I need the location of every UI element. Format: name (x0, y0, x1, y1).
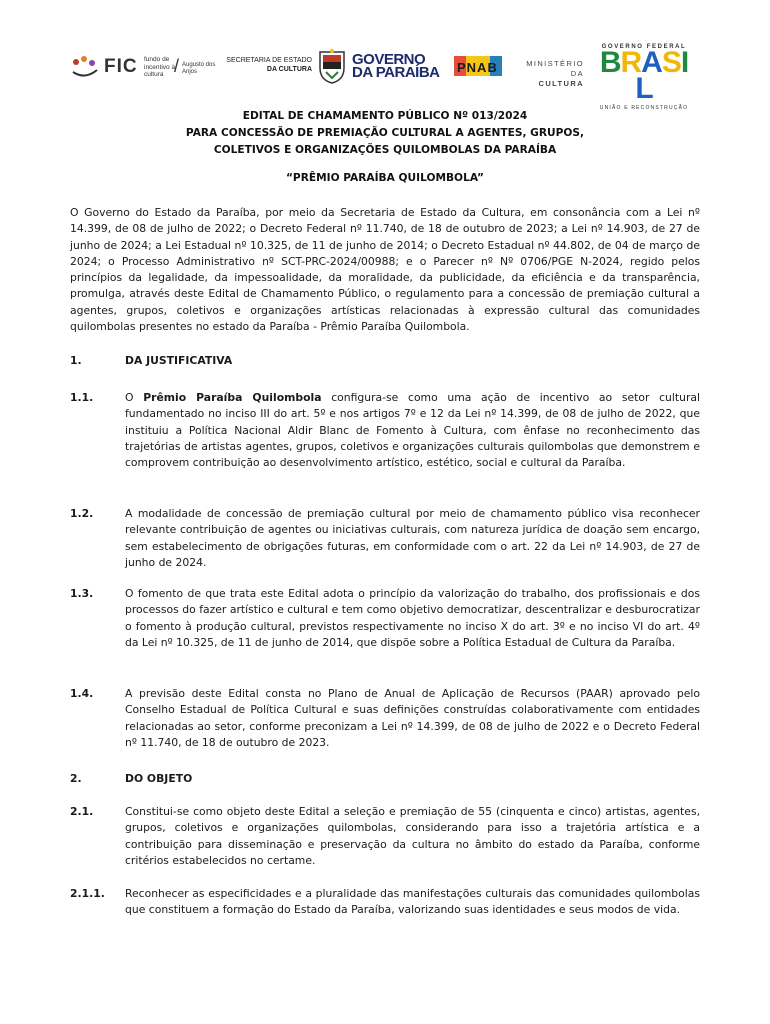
title-line3: COLETIVOS E ORGANIZAÇÕES QUILOMBOLAS DA PARAÍBA (213, 144, 557, 156)
pnab-text: PNAB (457, 60, 498, 75)
clause-text: Constitui-se como objeto deste Edital a seleção e premiação de 55 (cinquenta e cinco) artistas, agentes, grupos, coletivos e organizações quilombolas, considerando para isso a trajetória artística e a contribuição para disseminação e preservação da cultura no âmbito do estado da Paraíba, conforme critérios estabelecidos no certame. (125, 805, 700, 867)
clause-number: 2.1. (70, 805, 94, 818)
clause-text (125, 390, 700, 471)
clause-text: Reconhecer as especificidades e a pluralidade das manifestações culturais das comunidades quilombolas que constituem a formação do Estado da Paraíba, valorizando suas identidades e seus modos de vida. (125, 887, 700, 917)
clause-1-4 (70, 686, 700, 751)
pnab-logo (454, 50, 502, 80)
clause-text: A previsão deste Edital consta no Plano de Anual de Aplicação de Recursos (PAAR) aprovado pelo Conselho Estadual de Política Cultural e suas definições construídas colaborativamente com entidades relacionadas ao setor, conforme preconizam a Lei nº 14.399, de 08 de julho de 2022 e o Decreto Federal nº 11.740, de 18 de outubro de 2023. (125, 687, 700, 749)
paraiba-coat-of-arms-icon (316, 48, 348, 84)
governo-pb-line2: DA PARAÍBA (352, 64, 440, 81)
secretaria-line2: DA CULTURA (266, 66, 312, 73)
section-2 (70, 771, 700, 787)
governo-paraiba-logo (352, 53, 440, 79)
fic-subtitle: fundo de incentivo à cultura (144, 56, 176, 78)
clause-text: A modalidade de concessão de premiação cultural por meio de chamamento público visa reconhecer relevante contribuição de agentes ou iniciativas culturais, com natureza jurídica de doação sem encargo, sem estabelecimento de obrigações futuras, em conformidade com o art. 22 da Lei nº 14.903, de 27 de junho de 2024. (125, 507, 700, 569)
ministerio-line2: CULTURA (538, 79, 584, 88)
intro-paragraph: O Governo do Estado da Paraíba, por meio da Secretaria de Estado da Cultura, em consonância com a Lei nº 14.399, de 08 de julho de 2022; o Decreto Federal nº 11.740, de 18 de outubro de 2023; a Lei nº 14.903, de 27 de junho de 2024; a Lei Estadual nº 10.325, de 11 de junho de 2014; o Decreto Estadual nº 44.802, de 04 de março de 2024; o Processo Administrativo nº SCT-PRC-2024/00988; e o Parecer nº Nº 0706/PGE N-2024, regido pelos princípios da legalidade, da impessoalidade, da moralidade, da publicidade, da eficiência e da transparência, promulga, através deste Edital de Chamamento Público, o regulamento para a concessão de premiação cultural a agentes, grupos, coletivos e organizações artísticas relacionadas à expressão cultural das comunidades quilombolas presentes no estado da Paraíba - Prêmio Paraíba Quilombola. (70, 206, 700, 334)
clause-text-body: configura-se como uma ação de incentivo ao setor cultural fundamentado no inciso III do art. 5º e nos artigos 7º e 12 da Lei nº 14.399, de 08 de julho de 2022, que instituiu a Política Nacional Aldir Blanc de Fomento à Cultura, com ênfase no reconhecimento das trajetórias de artistas agentes, grupos, coletivos e organizações culturais quilombolas que demonstrem e comprovem contribuição ao desenvolvimento artístico, estético, social e cultural da Paraíba. (125, 391, 700, 470)
fic-acronym: FIC (104, 56, 138, 77)
header-logo-bar (70, 40, 700, 111)
title-line1: EDITAL DE CHAMAMENTO PÚBLICO Nº 013/2024 (242, 110, 528, 122)
section-number: 2. (70, 772, 82, 785)
clause-1-2 (70, 506, 700, 571)
section-heading: DA JUSTIFICATIVA (125, 354, 233, 367)
premio-name-bold: Prêmio Paraíba Quilombola (143, 391, 322, 404)
fic-logo (70, 50, 218, 84)
clause-number: 2.1.1. (70, 887, 105, 900)
clause-2-1-1 (70, 886, 700, 919)
clause-text: O fomento de que trata este Edital adota o princípio da valorização do trabalho, dos profissionais e dos processos do fazer artístico e cultural e tem como objetivo democratizar, descentralizar e desburocratizar o fomento à produção cultural, previstos respectivamente no inciso X do art. 3º e no inciso VI do art. 4º da Lei nº 10.325, de 11 de junho de 2014, que dispõe sobre a Política Estadual de Cultura da Paraíba. (125, 587, 700, 649)
section-heading: DO OBJETO (125, 772, 193, 785)
uniao-reconstrucao-label: UNIÃO E RECONSTRUÇÃO (599, 105, 689, 111)
governo-pb-line1: GOVERNO (352, 51, 426, 68)
clause-text-pre: O (125, 391, 144, 404)
clause-1-3 (70, 586, 700, 651)
clause-number: 1.4. (70, 687, 94, 700)
clause-number: 1.1. (70, 391, 94, 404)
section-1 (70, 353, 700, 369)
edital-title (70, 108, 700, 159)
premio-subtitle: “PRÊMIO PARAÍBA QUILOMBOLA” (285, 172, 485, 184)
governo-federal-label: GOVERNO FEDERAL (601, 44, 687, 50)
title-line2: PARA CONCESSÃO DE PREMIAÇÃO CULTURAL A AGENTES, GRUPOS, (185, 127, 585, 139)
fic-divider: / (174, 56, 180, 76)
fic-augusto: Augusto dos Anjos (182, 62, 216, 75)
section-number: 1. (70, 354, 82, 367)
ministerio-line1: MINISTÉRIO DA (526, 59, 584, 78)
clause-1-1 (70, 390, 700, 471)
governo-federal-brasil-logo (596, 44, 692, 111)
clause-number: 1.2. (70, 507, 94, 520)
clause-2-1 (70, 804, 700, 869)
fic-mark-icon (70, 54, 100, 80)
secretaria-line1: SECRETARIA DE ESTADO (226, 57, 312, 64)
brasil-wordmark: BRASIL (599, 46, 689, 105)
ministerio-cultura-logo (518, 59, 584, 89)
secretaria-cultura-logo (226, 56, 312, 74)
clause-number: 1.3. (70, 587, 94, 600)
